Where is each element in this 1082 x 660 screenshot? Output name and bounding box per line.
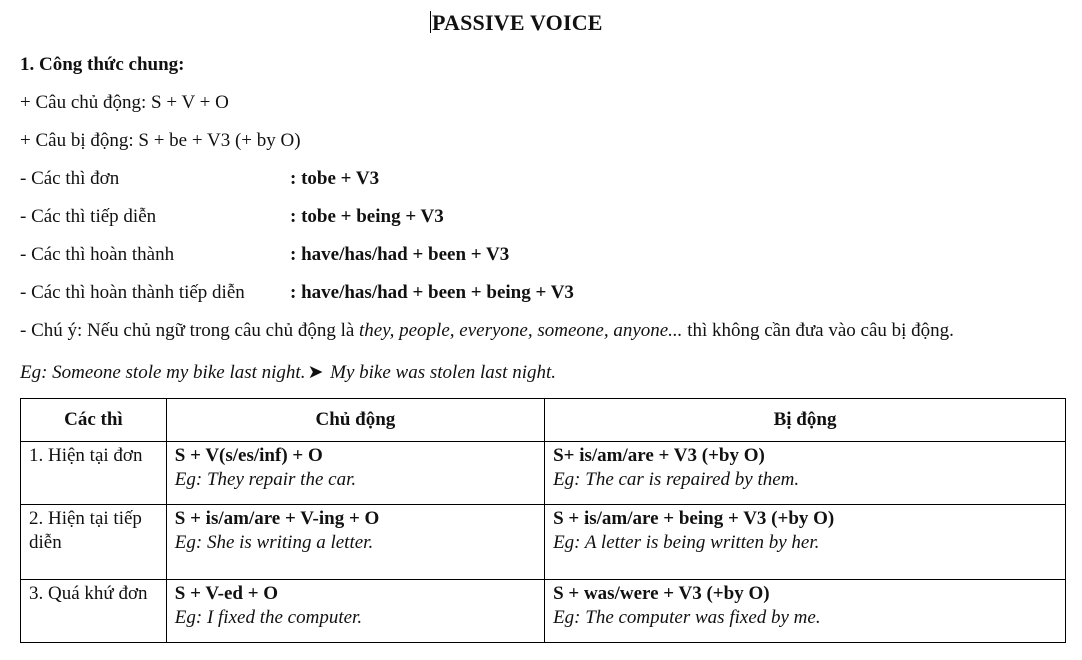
example-line [20,361,556,384]
text-cursor [430,11,431,33]
arrow-icon: ➤ [307,362,324,383]
tense-label: - Các thì tiếp diễn [20,206,157,227]
section-heading: 1. Công thức chung: [20,54,185,75]
passive-cell [545,505,1066,580]
table-row [21,580,1066,643]
tense-cell: 1. Hiện tại đơn [21,442,167,505]
active-cell [166,580,544,643]
active-formula: S + is/am/are + V-ing + O [174,508,380,529]
document-title-text: PASSIVE VOICE [432,10,603,35]
passive-formula-line: + Câu bị động: S + be + V3 (+ by O) [20,130,301,151]
tense-line-continuous [20,206,444,228]
passive-cell [545,580,1066,643]
header-active: Chủ động [166,399,544,442]
tense-cell: 2. Hiện tại tiếp diễn [21,505,167,580]
passive-formula: S+ is/am/are + V3 (+by O) [553,445,765,466]
active-cell [166,442,544,505]
passive-example: Eg: The computer was fixed by me. [553,607,821,628]
tense-formula: : have/has/had + been + V3 [290,244,510,265]
tense-line-perfect [20,244,509,266]
example-active: Eg: Someone stole my bike last night. [20,362,306,383]
active-formula-line: + Câu chủ động: S + V + O [20,92,229,113]
table-row [21,442,1066,505]
note-suffix: thì không cần đưa vào câu bị động. [682,320,954,341]
tense-formula: : tobe + being + V3 [290,206,444,227]
passive-formula: S + is/am/are + being + V3 (+by O) [553,508,835,529]
note-prefix: - Chú ý: Nếu chủ ngữ trong câu chủ động là [20,320,360,341]
header-passive: Bị động [545,399,1066,442]
example-passive: My bike was stolen last night. [325,362,557,383]
tense-formula: : tobe + V3 [290,168,380,189]
active-example: Eg: I fixed the computer. [174,607,363,628]
active-cell [166,505,544,580]
tense-label: - Các thì đơn [20,168,120,189]
tense-label: - Các thì hoàn thành [20,244,175,265]
active-formula: S + V-ed + O [174,583,279,604]
table-header-row [21,399,1066,442]
tense-cell: 3. Quá khứ đơn [21,580,167,643]
passive-voice-table [20,398,1066,643]
tense-line-perfect-continuous [20,282,574,304]
passive-example: Eg: A letter is being written by her. [553,532,820,553]
note-subjects: they, people, everyone, someone, anyone... [359,320,683,341]
header-tense: Các thì [21,399,167,442]
table-row [21,505,1066,580]
tense-formula: : have/has/had + been + being + V3 [290,282,574,303]
document-title [430,10,603,36]
note-line [20,320,954,342]
active-formula: S + V(s/es/inf) + O [174,445,323,466]
active-example: Eg: She is writing a letter. [174,532,374,553]
active-example: Eg: They repair the car. [174,469,357,490]
passive-formula: S + was/were + V3 (+by O) [553,583,770,604]
tense-line-simple [20,168,379,190]
passive-cell [545,442,1066,505]
passive-example: Eg: The car is repaired by them. [553,469,800,490]
tense-label: - Các thì hoàn thành tiếp diễn [20,282,245,303]
